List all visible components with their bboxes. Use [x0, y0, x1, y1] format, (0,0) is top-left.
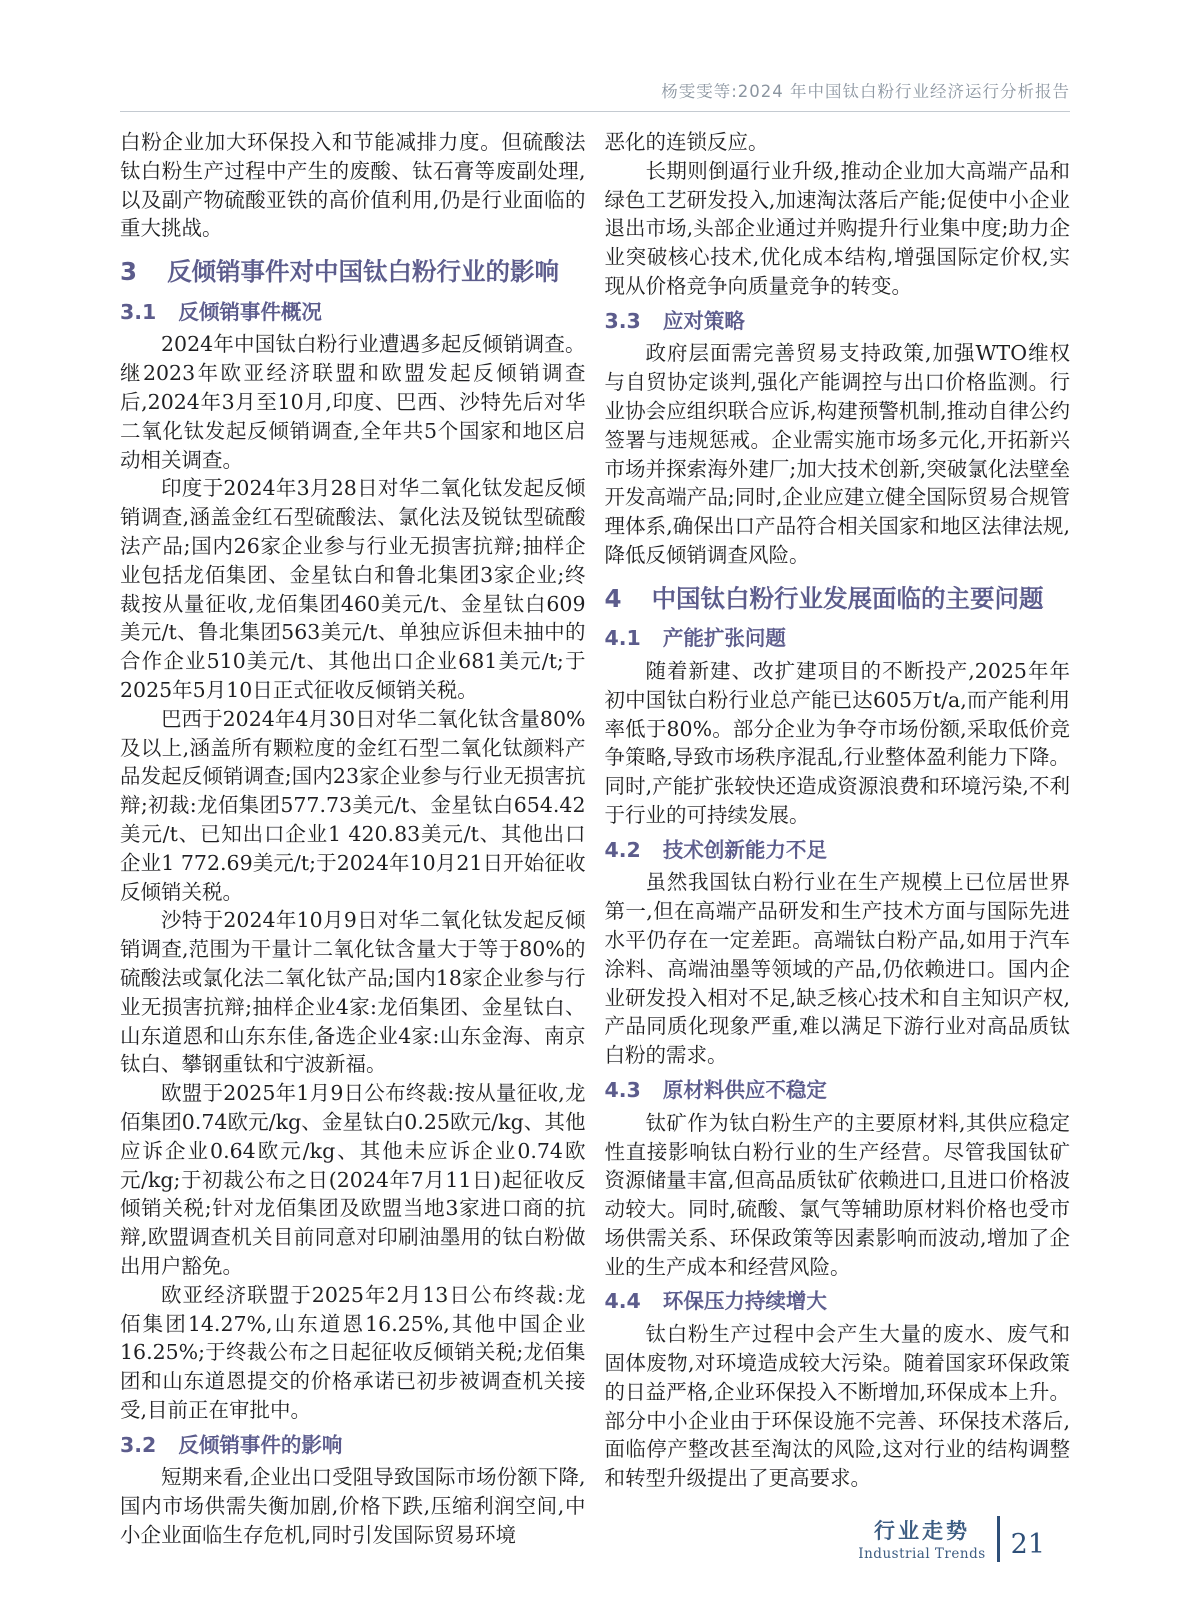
paragraph: 虽然我国钛白粉行业在生产规模上已位居世界第一,但在高端产品研发和生产技术方面与国际先进水平仍存在一定差距。高端钛白粉产品,如用于汽车涂料、高端油墨等领域的产品,仍依赖进口。国内企业研发投入相对不足,缺乏核心技术和自主知识产权,产品同质化现象严重,难以满足下游行业对高品质钛白粉的需求。 — [604, 870, 1070, 1068]
section-title: 技术创新能力不足 — [662, 837, 827, 862]
paragraph: 随着新建、改扩建项目的不断投产,2025年年初中国钛白粉行业总产能已达605万t/a,而产能利用率低于80%。部分企业为争夺市场份额,采取低价竞争策略,导致市场秩序混乱,行业整体盈利能力下降。同时,产能扩张较快还造成资源浪费和环境污染,不利于行业的可持续发展。 — [604, 659, 1070, 828]
footer-section-label — [858, 1515, 985, 1562]
section-number: 3.1 — [120, 299, 157, 324]
section-heading — [605, 584, 1071, 615]
section-number: 4.1 — [604, 626, 641, 651]
paragraph: 长期则倒逼行业升级,推动企业加大高端产品和绿色工艺研发投入,加速淘汰落后产能;促使中小企业退出市场,头部企业通过并购提升行业集中度;助力企业突破核心技术,优化成本结构,增强国际定价权,实现从价格竞争向质量竞争的转变。 — [604, 158, 1070, 298]
paragraph: 欧亚经济联盟于2025年2月13日公布终裁:龙佰集团14.27%,山东道恩16.25%,其他中国企业16.25%;于终裁公布之日起征收反倾销关税;龙佰集团和山东道恩提交的价格承诺已初步被调查机关接受,目前正在审批中。 — [120, 1282, 586, 1422]
paragraph: 恶化的连锁反应。 — [604, 130, 769, 154]
paragraph: 白粉企业加大环保投入和节能减排力度。但硫酸法钛白粉生产过程中产生的废酸、钛石膏等废副处理,以及副产物硫酸亚铁的高价值利用,仍是行业面临的重大挑战。 — [120, 130, 586, 241]
paragraph: 钛白粉生产过程中会产生大量的废水、废气和固体废物,对环境造成较大污染。随着国家环保政策的日益严格,企业环保投入不断增加,环保成本上升。部分中小企业由于环保设施不完善、环保技术落后,面临停产整改甚至淘汰的风险,这对行业的结构调整和转型升级提出了更高要求。 — [604, 1322, 1070, 1491]
section-number: 3 — [120, 257, 138, 287]
subsection-heading — [120, 299, 586, 326]
subsection-heading — [605, 308, 1071, 335]
paragraph: 钛矿作为钛白粉生产的主要原材料,其供应稳定性直接影响钛白粉行业的生产经营。尽管我国钛矿资源储量丰富,但高品质钛矿依赖进口,且进口价格波动较大。同时,硫酸、氯气等辅助原材料价格也受市场供需关系、环保政策等因素影响而波动,增加了企业的生产成本和经营风险。 — [604, 1110, 1070, 1279]
right-column — [605, 128, 1071, 1493]
section-title: 反倾销事件概况 — [178, 299, 322, 324]
paragraph: 短期来看,企业出口受阻导致国际市场份额下降,国内市场供需失衡加剧,价格下跌,压缩利润空间,中小企业面临生存危机,同时引发国际贸易环境 — [120, 1465, 586, 1547]
footer-section-title-en: Industrial Trends — [858, 1546, 986, 1562]
section-title: 产能扩张问题 — [662, 626, 786, 651]
paragraph: 沙特于2024年10月9日对华二氧化钛发起反倾销调查,范围为干量计二氧化钛含量大于等于80%的硫酸法或氯化法二氧化钛产品;国内18家企业参与行业无损害抗辩;抽样企业4家:龙佰集团、金星钛白、山东道恩和山东东佳,备选企业4家:山东金海、南京钛白、攀钢重钛和宁波新福。 — [120, 908, 586, 1077]
footer-divider — [997, 1516, 1000, 1562]
running-header: 杨雯雯等:2024 年中国钛白粉行业经济运行分析报告 — [120, 78, 1070, 112]
paragraph: 印度于2024年3月28日对华二氧化钛发起反倾销调查,涵盖金红石型硫酸法、氯化法及锐钛型硫酸法产品;国内26家企业参与行业无损害抗辩;抽样企业包括龙佰集团、金星钛白和鲁北集团3家企业;终裁按从量征收,龙佰集团460美元/t、金星钛白609美元/t、鲁北集团563美元/t、单独应诉但未抽中的合作企业510美元/t、其他出口企业681美元/t;于2025年5月10日正式征收反倾销关税。 — [120, 476, 586, 703]
subsection-heading — [605, 1288, 1071, 1315]
section-number: 4.2 — [604, 837, 641, 862]
paragraph: 政府层面需完善贸易支持政策,加强WTO维权与自贸协定谈判,强化产能调控与出口价格监测。行业协会应组织联合应诉,构建预警机制,推动自律公约签署与违规惩戒。企业需实施市场多元化,开拓新兴市场并探索海外建厂;加大技术创新,突破氯化法壁垒开发高端产品;同时,企业应建立健全国际贸易合规管理体系,确保出口产品符合相关国家和地区法律法规,降低反倾销调查风险。 — [604, 341, 1070, 567]
section-heading — [120, 257, 586, 288]
section-number: 3.2 — [120, 1432, 157, 1457]
left-column — [120, 128, 586, 1550]
section-number: 4.3 — [604, 1078, 641, 1103]
paragraph: 欧盟于2025年1月9日公布终裁:按从量征收,龙佰集团0.74欧元/kg、金星钛白0.25欧元/kg、其他应诉企业0.64欧元/kg、其他未应诉企业0.74欧元/kg;于初裁公布之日(2024年7月11日)起征收反倾销关税;针对龙佰集团及欧盟当地3家进口商的抗辩,欧盟调查机关目前同意对印刷油墨用的钛白粉做出用户豁免。 — [120, 1081, 586, 1278]
section-title: 反倾销事件的影响 — [178, 1432, 343, 1457]
section-number: 3.3 — [604, 308, 641, 333]
page-footer — [858, 1515, 1045, 1562]
paragraph: 巴西于2024年4月30日对华二氧化钛含量80%及以上,涵盖所有颗粒度的金红石型二氧化钛颜料产品发起反倾销调查;国内23家企业参与行业无损害抗辩;初裁:龙佰集团577.73美元/t、金星钛白654.42美元/t、已知出口企业1 420.83美元/t、其他出口企业1 772.69美元/t;于2024年10月21日开始征收反倾销关税。 — [120, 706, 586, 904]
section-title: 中国钛白粉行业发展面临的主要问题 — [651, 583, 1044, 613]
section-title: 环保压力持续增大 — [662, 1289, 827, 1314]
section-number: 4 — [604, 583, 622, 613]
page-body — [120, 128, 1070, 1550]
section-title: 原材料供应不稳定 — [662, 1078, 827, 1103]
subsection-heading — [605, 625, 1071, 652]
paragraph: 2024年中国钛白粉行业遭遇多起反倾销调查。继2023年欧亚经济联盟和欧盟发起反倾销调查后,2024年3月至10月,印度、巴西、沙特先后对华二氧化钛发起反倾销调查,全年共5个国家和地区启动相关调查。 — [120, 332, 586, 472]
subsection-heading — [120, 1432, 586, 1459]
section-number: 4.4 — [604, 1289, 641, 1314]
footer-section-title-cn: 行业走势 — [873, 1519, 970, 1543]
section-title: 反倾销事件对中国钛白粉行业的影响 — [167, 257, 560, 287]
section-title: 应对策略 — [662, 308, 745, 333]
page-number: 21 — [1010, 1529, 1045, 1560]
subsection-heading — [605, 1077, 1071, 1104]
subsection-heading — [605, 837, 1071, 864]
